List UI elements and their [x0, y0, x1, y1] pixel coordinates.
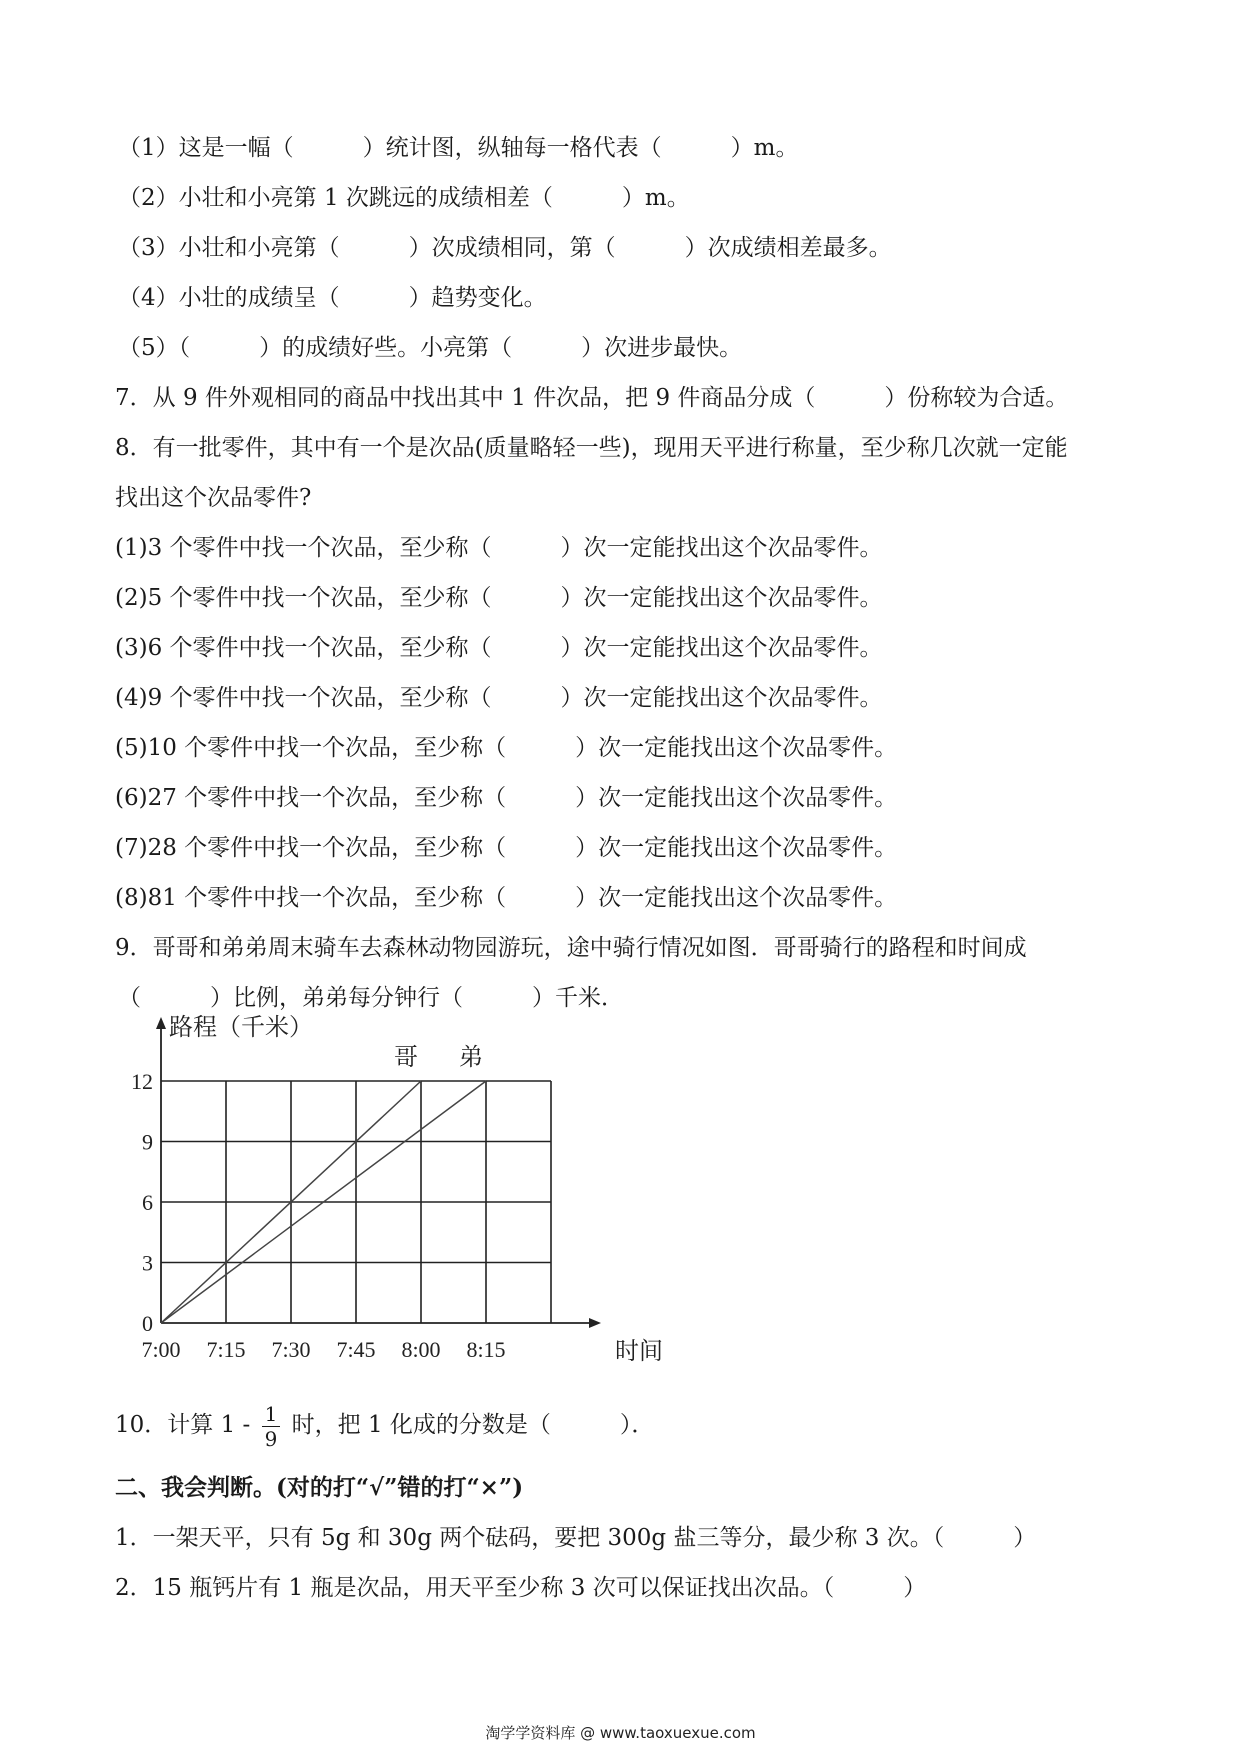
series-label: 弟	[459, 1043, 483, 1071]
x-tick-label: 8:15	[466, 1337, 506, 1362]
footer-watermark: 淘学学资料库 @ www.taoxuexue.com	[485, 1724, 756, 1742]
question-8-item-4: (4)9 个零件中找一个次品，至少称（ ）次一定能找出这个次品零件。	[115, 685, 883, 711]
question-7: 7．从 9 件外观相同的商品中找出其中 1 件次品，把 9 件商品分成（ ）份称较为合适。	[115, 385, 1069, 411]
question-8-item-8: (8)81 个零件中找一个次品，至少称（ ）次一定能找出这个次品零件。	[115, 885, 898, 911]
question-6-part-5: （5）（ ）的成绩好些。小亮第（ ）次进步最快。	[118, 335, 743, 361]
fraction-one-ninth	[262, 1402, 281, 1451]
question-8-item-1: (1)3 个零件中找一个次品，至少称（ ）次一定能找出这个次品零件。	[115, 535, 883, 561]
y-axis-arrow	[156, 1017, 166, 1029]
question-8-item-5: (5)10 个零件中找一个次品，至少称（ ）次一定能找出这个次品零件。	[115, 735, 898, 761]
question-10-suffix: 时，把 1 化成的分数是（ ）．	[291, 1412, 655, 1438]
question-6-part-1: （1）这是一幅（ ）统计图，纵轴每一格代表（ ）m。	[118, 135, 799, 161]
y-tick-label: 3	[142, 1250, 153, 1276]
fraction-denominator: 9	[264, 1426, 278, 1451]
question-6-part-2: （2）小壮和小亮第 1 次跳远的成绩相差（ ）m。	[118, 185, 690, 211]
question-6-part-3: （3）小壮和小亮第（ ）次成绩相同，第（ ）次成绩相差最多。	[118, 235, 892, 261]
question-10	[115, 1395, 654, 1455]
judge-item-2: 2．15 瓶钙片有 1 瓶是次品，用天平至少称 3 次可以保证找出次品。（ ）	[115, 1575, 927, 1601]
judge-item-1: 1．一架天平，只有 5g 和 30g 两个砝码，要把 300g 盐三等分，最少称 3 次。（ ）	[115, 1525, 1037, 1551]
y-tick-label: 9	[142, 1129, 153, 1155]
y-axis-label: 路程（千米）	[169, 1013, 313, 1041]
x-axis-label: 时间	[615, 1337, 663, 1365]
question-8-stem-line-1: 8．有一批零件，其中有一个是次品(质量略轻一些)，现用天平进行称量，至少称几次就一定能	[115, 435, 1068, 461]
question-8-stem-line-2: 找出这个次品零件?	[115, 485, 312, 511]
question-9-line-2: （ ）比例，弟弟每分钟行（ ）千米．	[118, 985, 624, 1011]
x-axis-arrow	[589, 1318, 601, 1328]
question-8-item-3: (3)6 个零件中找一个次品，至少称（ ）次一定能找出这个次品零件。	[115, 635, 883, 661]
question-9-line-1: 9．哥哥和弟弟周末骑车去森林动物园游玩，途中骑行情况如图．哥哥骑行的路程和时间成	[115, 935, 1027, 961]
y-tick-label: 0	[142, 1311, 153, 1336]
x-tick-label: 7:00	[141, 1337, 181, 1362]
x-tick-label: 7:45	[336, 1337, 376, 1362]
question-6-part-4: （4）小壮的成绩呈（ ）趋势变化。	[118, 285, 547, 311]
question-8-item-6: (6)27 个零件中找一个次品，至少称（ ）次一定能找出这个次品零件。	[115, 785, 898, 811]
series-label: 哥	[394, 1043, 418, 1071]
question-8-item-7: (7)28 个零件中找一个次品，至少称（ ）次一定能找出这个次品零件。	[115, 835, 898, 861]
y-tick-label: 6	[142, 1190, 153, 1215]
distance-time-chart	[128, 1005, 663, 1375]
x-tick-label: 7:15	[206, 1337, 246, 1362]
chart-labels	[131, 1013, 663, 1365]
chart-grid	[161, 1081, 551, 1323]
y-tick-label: 12	[131, 1069, 153, 1094]
chart-axes	[156, 1017, 601, 1328]
question-10-prefix: 10．计算 1 -	[115, 1412, 251, 1438]
x-tick-label: 8:00	[401, 1337, 441, 1362]
fraction-numerator: 1	[262, 1402, 281, 1427]
question-8-item-2: (2)5 个零件中找一个次品，至少称（ ）次一定能找出这个次品零件。	[115, 585, 883, 611]
x-tick-label: 7:30	[271, 1337, 311, 1362]
section-2-heading: 二、我会判断。(对的打“√”错的打“×”)	[115, 1474, 524, 1501]
